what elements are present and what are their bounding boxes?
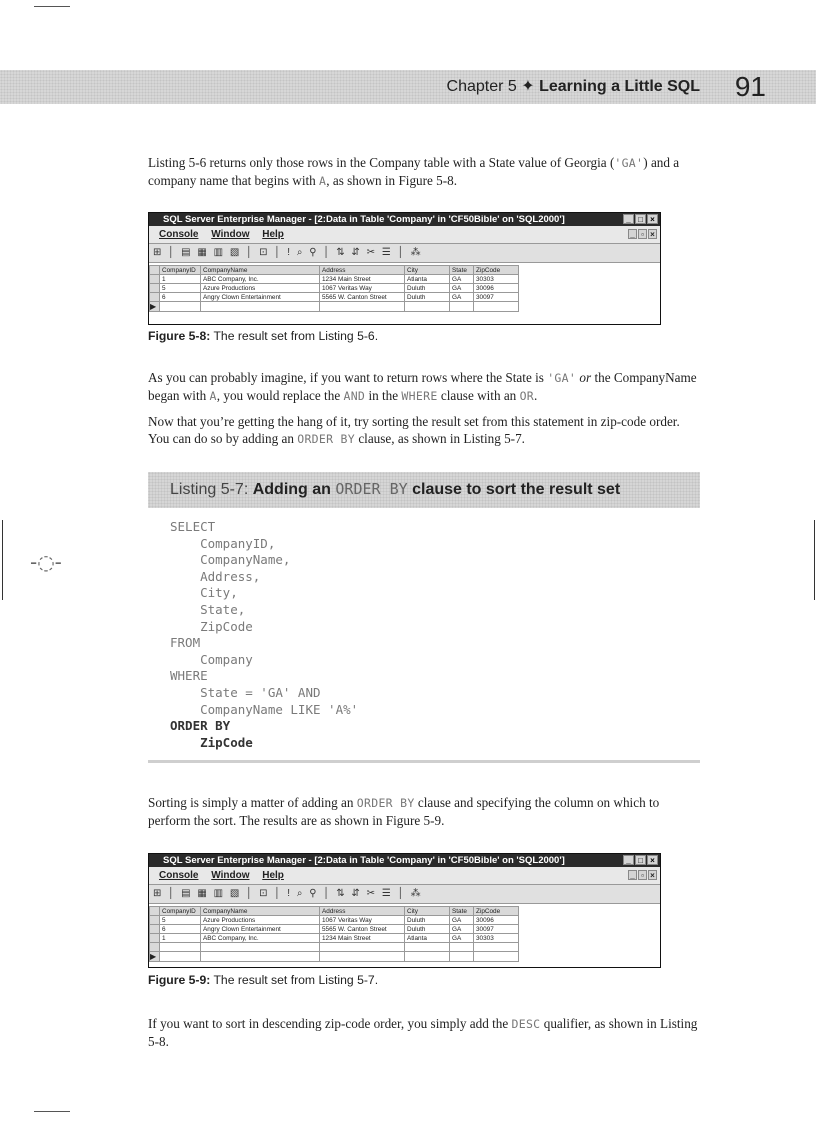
row-pointer-icon: ▶ <box>150 302 160 312</box>
table-row: 5 Azure Productions 1067 Veritas Way Duluth GA 30096 <box>150 916 519 925</box>
chapter-title: Learning a Little SQL <box>539 78 700 95</box>
menu-help: Help <box>262 870 284 881</box>
crop-mark-top <box>34 6 70 7</box>
crop-mark-bottom <box>34 1111 70 1112</box>
close-icon: × <box>648 229 657 239</box>
paragraph-1: Listing 5-6 returns only those rows in the Company table with a State value of Georgia ('GA') and a company name that begins with A, as shown in Figure 5-8. <box>148 155 680 188</box>
toolbar: ⊞ │ ▤ ▦ ▥ ▧ │ ⊡ │ ! ⌕ ⚲ │ ⇅ ⇵ ✂ ☰ │ ⁂ <box>149 885 660 904</box>
figure-5-9-caption: Figure 5-9: The result set from Listing 5-7. <box>148 973 379 987</box>
row-pointer-icon: ▶ <box>150 952 160 962</box>
new-row <box>150 952 519 962</box>
window-title: SQL Server Enterprise Manager - [2:Data in Table 'Company' in 'CF50Bible' on 'SQL2000'] <box>163 214 565 225</box>
listing-title: Listing 5-7: Adding an ORDER BY clause to sort the result set <box>170 480 621 498</box>
chapter-label: Chapter 5 <box>446 78 517 95</box>
crop-mark-right <box>814 520 815 600</box>
maximize-icon: □ <box>635 214 646 224</box>
menu-window: Window <box>211 229 250 240</box>
paragraph-5: If you want to sort in descending zip-code order, you simply add the DESC qualifier, as shown in Listing 5-8. <box>148 1016 698 1049</box>
grid-header-row: CompanyID CompanyName Address City State ZipCode <box>150 907 519 916</box>
paragraph-2: As you can probably imagine, if you want to return rows where the State is 'GA' or the CompanyName began with A, you would replace the AND in the WHERE clause with an OR. <box>148 370 697 403</box>
paragraph-3: Now that you’re getting the hang of it, try sorting the result set from this statement in zip-code order. You can do so by adding an ORDER BY clause, as shown in Listing 5-7. <box>148 414 680 446</box>
figure-5-9-screenshot <box>148 853 661 968</box>
menu-console: Console <box>159 229 199 240</box>
table-row: 1 ABC Company, Inc. 1234 Main Street Atlanta GA 30303 <box>150 934 519 943</box>
close-icon: × <box>647 855 658 865</box>
minimize-icon: _ <box>623 855 634 865</box>
maximize-icon: □ <box>635 855 646 865</box>
table-row: 6 Angry Clown Entertainment 5565 W. Canton Street Duluth GA 30097 <box>150 925 519 934</box>
figure-5-8-screenshot <box>148 212 661 325</box>
menu-console: Console <box>159 870 199 881</box>
page-number: 91 <box>734 71 766 102</box>
separator-icon: ✦ <box>521 78 535 95</box>
new-row <box>150 943 519 952</box>
registration-mark-icon: -◌- <box>30 550 62 574</box>
window-title-bar <box>149 213 660 226</box>
new-row <box>150 302 519 312</box>
menu-window: Window <box>211 870 250 881</box>
results-grid <box>149 904 660 967</box>
grid-header-row: CompanyID CompanyName Address City State ZipCode <box>150 266 519 275</box>
close-icon: × <box>648 870 657 880</box>
crop-mark-left <box>2 520 3 600</box>
paragraph-4: Sorting is simply a matter of adding an ORDER BY clause and specifying the column on which to perform the sort. The results are as shown in Figure 5-9. <box>148 795 660 828</box>
restore-icon: ▫ <box>638 870 647 880</box>
figure-5-8-caption: Figure 5-8: The result set from Listing 5-6. <box>148 329 379 343</box>
window-title-bar <box>149 854 660 867</box>
menu-bar <box>149 867 660 885</box>
table-row: 6 Angry Clown Entertainment 5565 W. Canton Street Duluth GA 30097 <box>150 293 519 302</box>
window-title: SQL Server Enterprise Manager - [2:Data in Table 'Company' in 'CF50Bible' on 'SQL2000'] <box>163 855 565 866</box>
minimize-icon: _ <box>628 229 637 239</box>
close-icon: × <box>647 214 658 224</box>
results-grid <box>149 263 660 324</box>
listing-bottom-rule <box>148 760 700 763</box>
running-header <box>447 76 700 96</box>
minimize-icon: _ <box>628 870 637 880</box>
table-row: 5 Azure Productions 1067 Veritas Way Duluth GA 30096 <box>150 284 519 293</box>
minimize-icon: _ <box>623 214 634 224</box>
restore-icon: ▫ <box>638 229 647 239</box>
table-row: 1 ABC Company, Inc. 1234 Main Street Atlanta GA 30303 <box>150 275 519 284</box>
toolbar: ⊞ │ ▤ ▦ ▥ ▧ │ ⊡ │ ! ⌕ ⚲ │ ⇅ ⇵ ✂ ☰ │ ⁂ <box>149 244 660 263</box>
menu-bar <box>149 226 660 244</box>
code-listing: SELECT CompanyID, CompanyName, Address, City, State, ZipCode FROM Company WHERE State = 'GA' AND CompanyName LIKE 'A%' ORDER BY ZipCode <box>170 519 359 750</box>
menu-help: Help <box>262 229 284 240</box>
